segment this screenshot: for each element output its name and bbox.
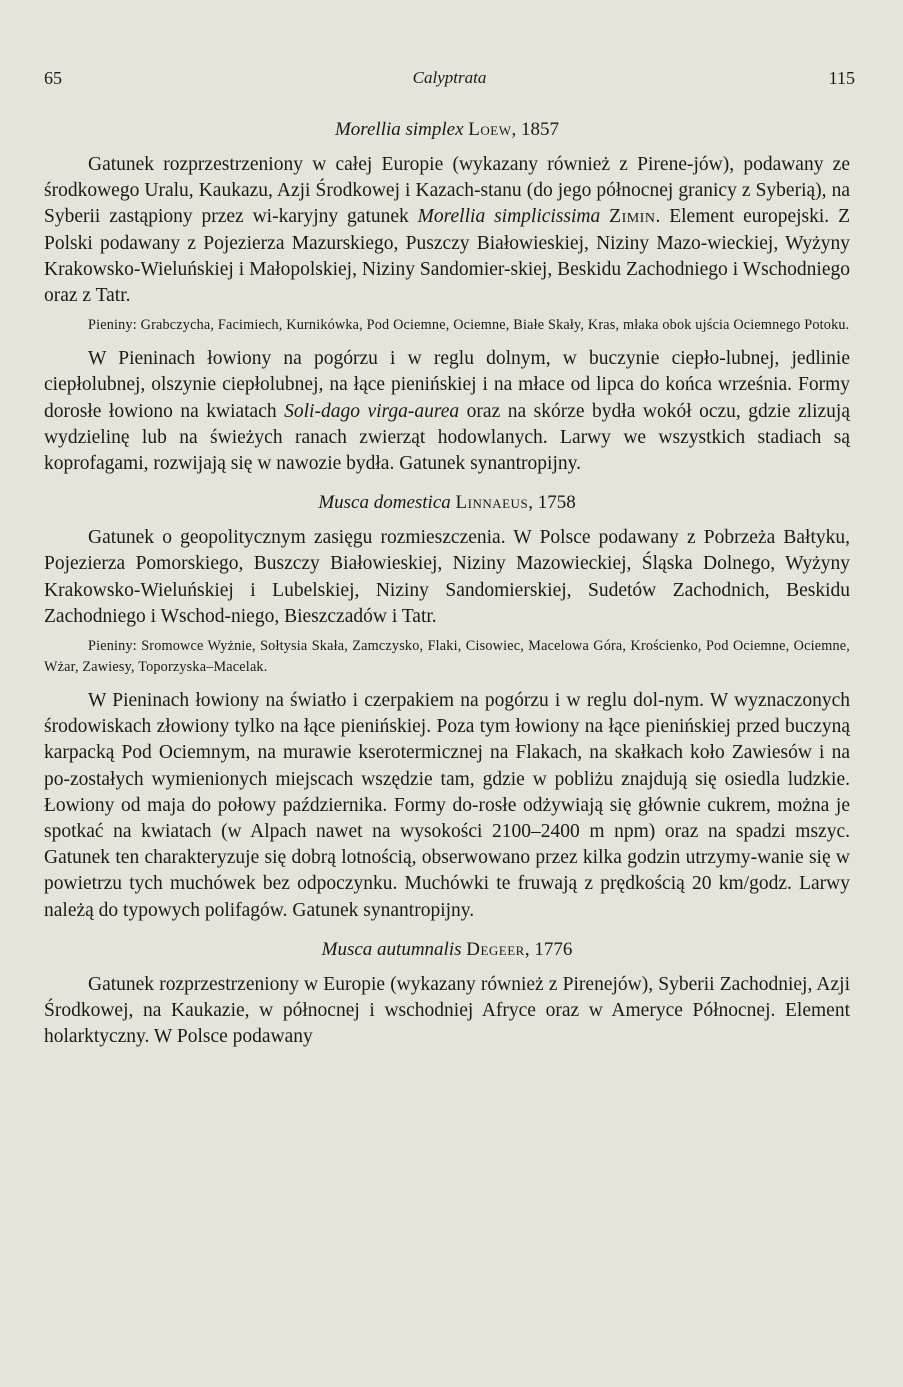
paragraph-text: . Element europejski. Z Polski podawany z Pojezierza Mazurskiego, Puszczy Białowieskiej, Niziny Mazo-wieckiej, Wyżyny Krakowsko-Wieluńskiej i Małopolskiej, Niziny Sandomier-skiej, Beskidu Zachodniego i Wschodniego oraz z Tatr.: [44, 206, 850, 307]
localities-list: Pieniny: Grabczycha, Facimiech, Kurnikówka, Pod Ociemne, Ociemne, Białe Skały, Kras, młaka obok ujścia Ociemnego Potoku.: [88, 317, 850, 334]
paragraph-text: Gatunek rozprzestrzeniony w całej Europie (wykazany również z Pirene-jów), podawany ze środkowego Uralu, Kaukazu, Azji Środkowej i Kazach-stanu (do jego północnej granicy z Syberią), na Syberii zastąpiony przez wi-karyjny gatunek: [44, 154, 850, 228]
page-number: 65: [44, 68, 62, 88]
page-header: [44, 68, 855, 98]
species-author: Linnaeus: [455, 492, 529, 514]
species-name: Morellia simplex: [334, 119, 464, 140]
localities-list: Pieniny: Sromowce Wyżnie, Sołtysia Skała, Zamczysko, Flaki, Cisowiec, Macelowa Góra, Krościenko, Pod Ociemne, Ociemne, Wżar, Zawiesy, Toporzyska–Macelak.: [44, 638, 850, 676]
species-heading: [44, 938, 850, 962]
paragraph: Gatunek o geopolitycznym zasięgu rozmieszczenia. W Polsce podawany z Pobrzeża Bałtyku, Pojezierza Pomorskiego, Buszczy Białowieskiej, Niziny Mazowieckiej, Śląska Dolnego, Wyżyny Krakowsko-Wieluńskiej i Lubelskiej, Niziny Sandomierskiej, Sudetów Zachodnich, Beskidu Zachodniego i Wschod-niego, Bieszczadów i Tatr.: [44, 527, 850, 627]
species-author: Loew: [468, 119, 512, 140]
page-body: [44, 118, 850, 1050]
paragraph-text: oraz na skórze bydła wokół oczu, gdzie zlizują wydzielinę lub na świeżych ranach zwierząt hodowlanych. Larwy we wszystkich stadiach są koprofagami, rozwijają się w nawozie bydła. Gatunek synantropijny.: [44, 400, 850, 475]
species-heading: [44, 491, 850, 515]
species-year: , 1776: [524, 938, 573, 960]
running-title: Calyptrata: [412, 68, 487, 87]
paragraph-text: W Pieninach łowiony na pogórzu i w reglu dolnym, w buczynie ciepło-lubnej, jedlinie ciepłolubnej, olszynie ciepłolubnej, na łące pienińskiej i na młace od lipca do końca września. Formy dorosłe łowiono na kwiatach: [44, 348, 850, 422]
species-name-inline: Morellia simplicissima: [417, 206, 601, 228]
paragraph: W Pieninach łowiony na światło i czerpakiem na pogórzu i w reglu dol-nym. W wyznaczonych środowiskach złowiony tylko na łące pienińskiej. Poza tym łowiony na łące pienińskiej przed buczyną karpacką Pod Ociemnym, na murawie kserotermicznej na Flakach, na skałkach koło Zawiesów i na po-zostałych wymienionych miejscach wszędzie tam, gdzie w pobliżu znajdują się osiedla ludzkie. Łowiony od maja do połowy października. Formy do-rosłe odżywiają się głównie cukrem, można je spotkać na kwiatach (w Alpach nawet na wysokości 2100–2400 m npm) oraz na spadzi mszyc. Gatunek ten charakteryzuje się dobrą lotnością, obserwowano przez kilka godzin utrzymy-wanie się w powietrzu tych muchówek bez odpoczynku. Muchówki te fruwają z prędkością 20 km/godz. Larwy należą do typowych polifagów. Gatunek synantropijny.: [44, 690, 850, 921]
paragraph: [44, 346, 850, 477]
species-name: Musca autumnalis: [321, 938, 462, 960]
species-year: , 1758: [528, 492, 576, 514]
author-inline: Zimin: [609, 206, 656, 228]
species-heading: [44, 118, 850, 142]
paragraph: [44, 152, 850, 309]
folio-number: 115: [828, 68, 855, 88]
species-author: Degeer: [466, 938, 525, 960]
species-year: , 1857: [511, 119, 560, 140]
species-name: Musca domestica: [318, 492, 451, 514]
species-name-inline: Soli-dago virga-aurea: [284, 400, 460, 422]
paragraph: Gatunek rozprzestrzeniony w Europie (wykazany również z Pirenejów), Syberii Zachodniej, Azji Środkowej, na Kaukazie, w północnej i wschodniej Afryce oraz w Ameryce Północnej. Element holarktyczny. W Polsce podawany: [44, 973, 850, 1048]
